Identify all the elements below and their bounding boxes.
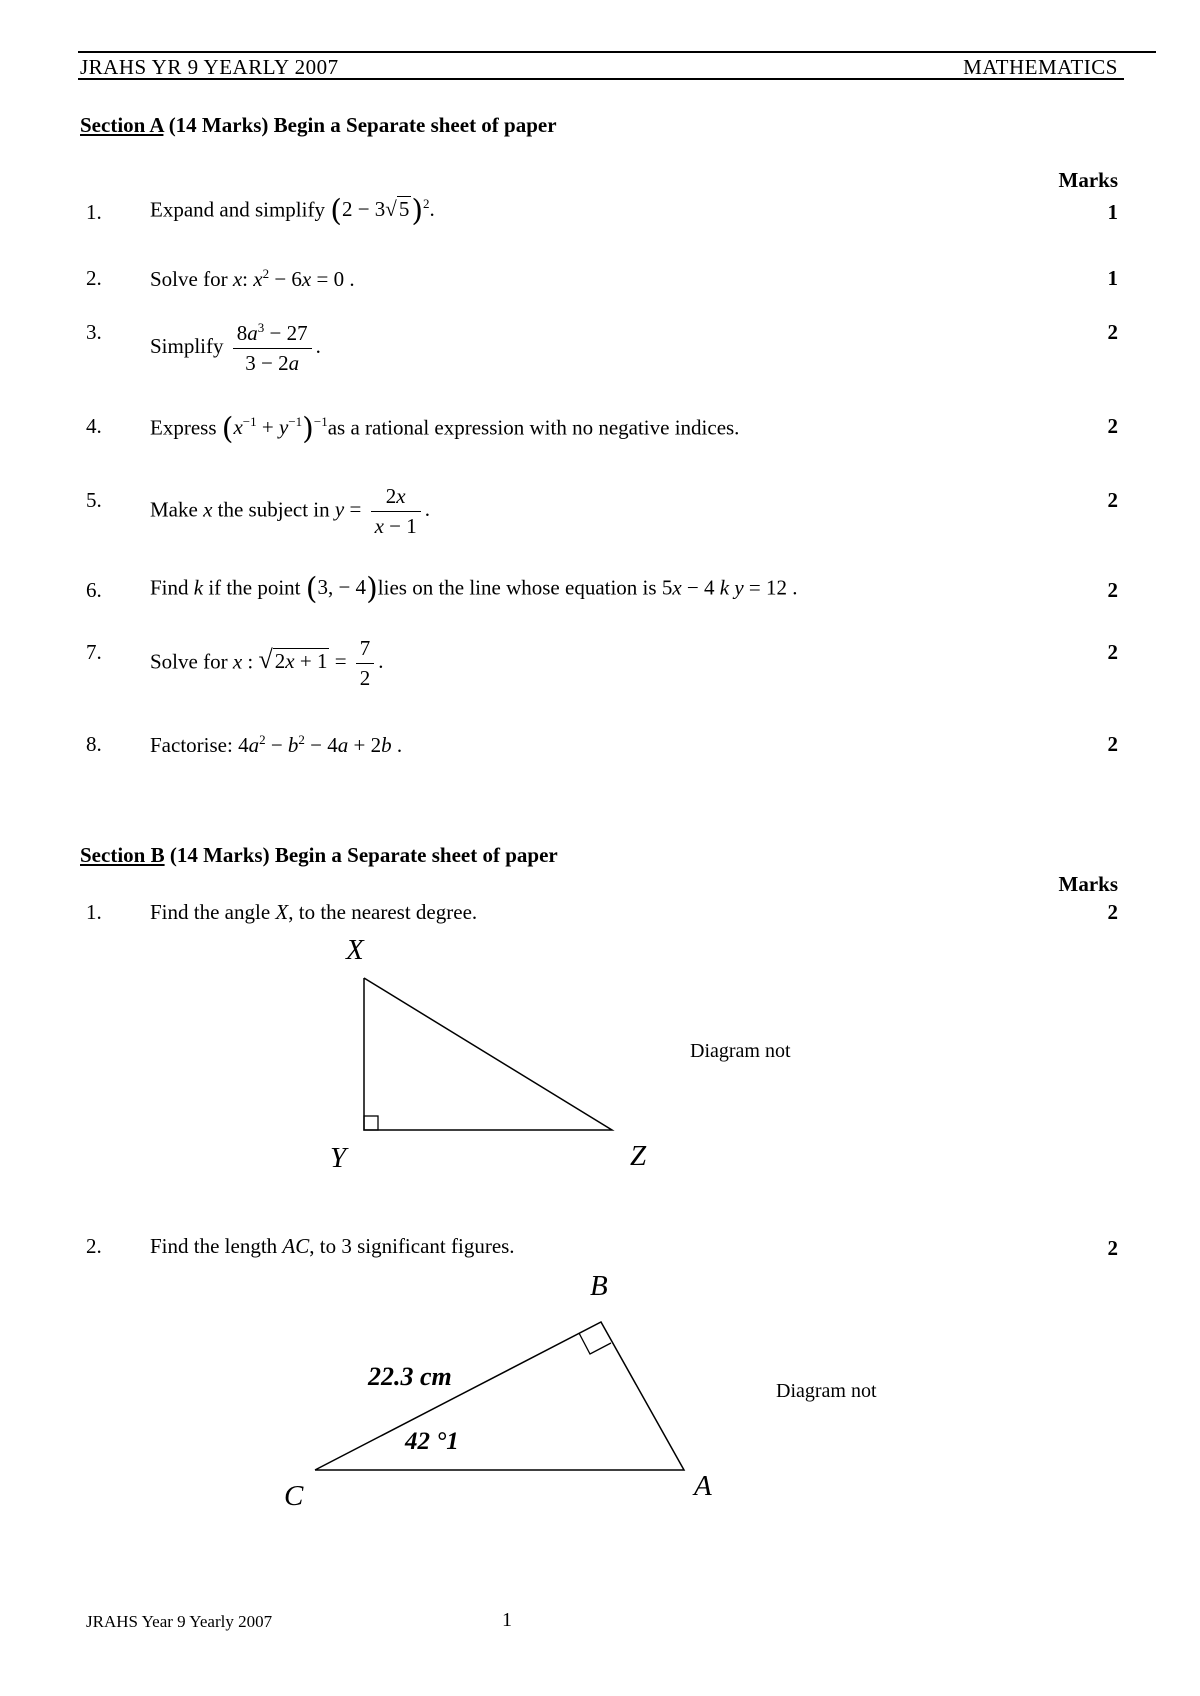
header-top-rule <box>78 51 1156 53</box>
question-marks: 2 <box>1107 488 1118 512</box>
question-number: 7. <box>86 640 102 664</box>
section-b-title-rest: (14 Marks) Begin a Separate sheet of paper <box>164 843 558 867</box>
question-text: Simplify <box>150 333 224 358</box>
question-marks: 2 <box>1107 1236 1118 1260</box>
question-variable: X <box>275 900 289 924</box>
question-marks: 1 <box>1107 200 1118 224</box>
angle-label: 42 °1 <box>405 1428 459 1455</box>
question-b1 <box>150 900 477 925</box>
side-length-label: 22.3 cm <box>368 1362 452 1391</box>
question-text-after: as a rational expression with no negative indices. <box>327 415 740 440</box>
triangle-abc-diagram <box>290 1300 710 1480</box>
question-marks: 1 <box>1107 266 1118 290</box>
section-a-label: Section A <box>80 113 164 137</box>
vertex-label-b: B <box>590 1270 608 1302</box>
question-a1 <box>150 194 435 229</box>
header-bottom-rule <box>78 78 1124 80</box>
question-text-after: , to the nearest degree. <box>288 900 478 924</box>
section-b-label: Section B <box>80 843 165 867</box>
question-text: Solve for <box>150 649 228 674</box>
math-expression: y = $\frac{2x}{x - 1}$ . <box>334 484 430 538</box>
math-expression: $(x^{-1} + y^{-1})^{-1}$ <box>221 412 328 447</box>
diagram-note-2: Diagram not <box>776 1380 877 1402</box>
vertex-label-y: Y <box>330 1142 347 1174</box>
question-text-mid: if the point <box>203 575 301 600</box>
vertex-label-z: Z <box>630 1140 647 1172</box>
triangle-abc-outline <box>315 1322 684 1470</box>
question-a7: Solve for x : √2x + 1 = $\frac{7}{2}$ . <box>150 636 384 690</box>
question-b2 <box>150 1234 515 1259</box>
header-left: JRAHS YR 9 YEARLY 2007 <box>80 55 339 79</box>
section-b-title <box>80 843 558 868</box>
math-expression: √2x + 1 = $\frac{7}{2}$ . <box>258 636 384 690</box>
math-expression: $x^2 - 6x = 0$ . <box>253 266 355 291</box>
question-text: Solve for <box>150 267 228 291</box>
question-text-after: , to 3 significant figures. <box>309 1234 515 1258</box>
question-text: Expand and simplify <box>150 197 325 222</box>
question-number: 2. <box>86 1234 102 1258</box>
math-expression: 5x − 4 k y = 12 . <box>661 575 798 600</box>
vertex-label-c: C <box>284 1480 304 1512</box>
question-marks: 2 <box>1107 414 1118 438</box>
question-marks: 2 <box>1107 320 1118 344</box>
question-marks: 2 <box>1107 900 1118 924</box>
question-number: 1. <box>86 900 102 924</box>
question-text: Factorise: <box>150 733 233 757</box>
question-a6: Find k if the point (3, − 4)lies on the line whose equation is 5x − 4 k y = 12 . <box>150 572 798 607</box>
question-variable: AC <box>282 1234 310 1258</box>
right-angle-marker <box>364 1116 378 1130</box>
vertex-label-a: A <box>694 1470 712 1502</box>
question-a5: Make x the subject in y = $\frac{2x}{x - 1}$ . <box>150 484 430 538</box>
diagram-note-1: Diagram not <box>690 1040 791 1062</box>
vertex-label-x: X <box>346 934 364 966</box>
question-number: 3. <box>86 320 102 344</box>
section-a-title-rest: (14 Marks) Begin a Separate sheet of paper <box>163 113 557 137</box>
triangle-xyz-outline <box>364 978 612 1130</box>
question-text-after: lies on the line whose equation is <box>377 575 657 600</box>
math-expression: (3, − 4) <box>305 572 378 607</box>
question-a2: Solve for x: $x^2 - 6x = 0$ . <box>150 266 355 291</box>
math-expression: x <box>232 267 243 291</box>
question-text: Find the angle <box>150 900 271 924</box>
question-text: Make <box>150 497 198 522</box>
question-number: 8. <box>86 732 102 756</box>
question-a4 <box>150 412 739 447</box>
question-text: Express <box>150 415 217 440</box>
question-number: 6. <box>86 578 102 602</box>
question-number: 4. <box>86 414 102 438</box>
question-a8 <box>150 732 402 758</box>
footer-left: JRAHS Year 9 Yearly 2007 <box>86 1612 273 1631</box>
section-b-marks-heading: Marks <box>1058 872 1118 896</box>
question-marks: 2 <box>1107 640 1118 664</box>
question-marks: 2 <box>1107 578 1118 602</box>
question-marks: 2 <box>1107 732 1118 756</box>
math-expression: $4a^2 - b^2 - 4a + 2b$ . <box>238 732 403 757</box>
question-number: 1. <box>86 200 102 224</box>
right-angle-marker <box>579 1333 611 1354</box>
question-text-mid: the subject in <box>212 497 330 522</box>
question-number: 5. <box>86 488 102 512</box>
question-a3: Simplify $\frac{8a^3 - 27}{3 - 2a}$ . <box>150 320 321 375</box>
page-number: 1 <box>502 1609 512 1631</box>
section-a-title <box>80 113 557 138</box>
question-text: Find <box>150 575 189 600</box>
header-right: MATHEMATICS <box>963 55 1118 79</box>
question-text: Find the length <box>150 1234 278 1258</box>
math-expression: $(2 - 3√5)^2$. <box>330 194 435 229</box>
section-a-marks-heading: Marks <box>1058 168 1118 192</box>
question-number: 2. <box>86 266 102 290</box>
math-fraction: $\frac{8a^3 - 27}{3 - 2a}$ <box>233 320 312 376</box>
